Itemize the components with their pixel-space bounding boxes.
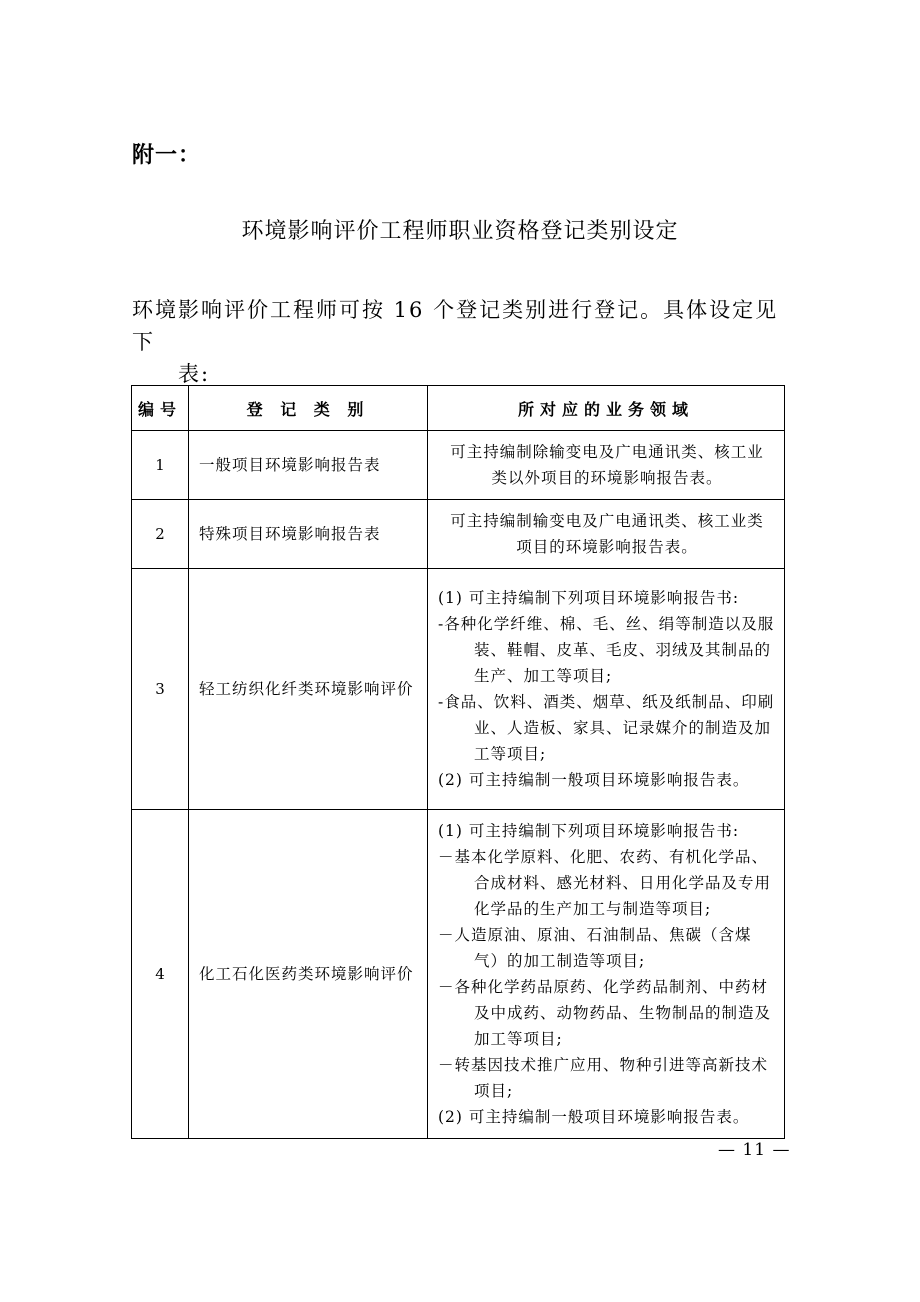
intro-line-2: 表: <box>178 362 211 386</box>
intro-line-1: 环境影响评价工程师可按 16 个登记类别进行登记。具体设定见下 <box>132 298 779 354</box>
scope-line: －基本化学原料、化肥、农药、有机化学品、合成材料、感光材料、日用化学品及专用化学品的生产加工与制造等项目; <box>438 848 772 918</box>
row-number: 3 <box>132 569 189 810</box>
document-title: 环境影响评价工程师职业资格登记类别设定 <box>241 219 679 244</box>
intro-paragraph <box>132 294 788 390</box>
table-row <box>132 569 785 810</box>
scope-line: 可主持编制输变电及广电通讯类、核工业类 <box>450 512 764 530</box>
page-number: — 11 — <box>718 1140 791 1160</box>
scope-line: 可主持编制除输变电及广电通讯类、核工业 <box>450 443 764 461</box>
scope-line: (2) 可主持编制一般项目环境影响报告表。 <box>438 771 750 789</box>
scope-line: (2) 可主持编制一般项目环境影响报告表。 <box>438 1108 750 1126</box>
appendix-label: 附一： <box>132 143 202 168</box>
scope-line: 项目的环境影响报告表。 <box>516 538 698 556</box>
scope-line: -各种化学纤维、棉、毛、丝、绢等制造以及服装、鞋帽、皮革、毛皮、羽绒及其制品的生产、加工等项目; <box>438 615 775 685</box>
registration-category-table <box>131 385 785 1139</box>
row-number: 1 <box>132 431 189 500</box>
row-category: 特殊项目环境影响报告表 <box>189 500 428 569</box>
header-number: 编号 <box>132 386 189 431</box>
row-number: 4 <box>132 810 189 1139</box>
scope-line: 类以外项目的环境影响报告表。 <box>491 469 723 487</box>
scope-line: (1) 可主持编制下列项目环境影响报告书: <box>438 822 740 840</box>
scope-line: (1) 可主持编制下列项目环境影响报告书: <box>438 589 740 607</box>
header-category: 登 记 类 别 <box>189 386 428 431</box>
scope-line: －转基因技术推广应用、物种引进等高新技术项目; <box>438 1056 769 1100</box>
table-row <box>132 431 785 500</box>
scope-line: -食品、饮料、酒类、烟草、纸及纸制品、印刷业、人造板、家具、记录媒介的制造及加工等项目; <box>438 693 775 763</box>
row-category: 轻工纺织化纤类环境影响评价 <box>189 569 428 810</box>
scope-line: －人造原油、原油、石油制品、焦碳（含煤气）的加工制造等项目; <box>438 926 752 970</box>
row-category: 一般项目环境影响报告表 <box>189 431 428 500</box>
header-business-scope: 所对应的业务领域 <box>428 386 785 431</box>
row-scope <box>428 569 785 810</box>
row-scope <box>428 431 785 500</box>
row-number: 2 <box>132 500 189 569</box>
row-scope <box>428 810 785 1139</box>
row-category: 化工石化医药类环境影响评价 <box>189 810 428 1139</box>
scope-line: －各种化学药品原药、化学药品制剂、中药材及中成药、动物药品、生物制品的制造及加工等项目; <box>438 978 772 1048</box>
table-header-row <box>132 386 785 431</box>
table-row <box>132 500 785 569</box>
table-row <box>132 810 785 1139</box>
row-scope <box>428 500 785 569</box>
